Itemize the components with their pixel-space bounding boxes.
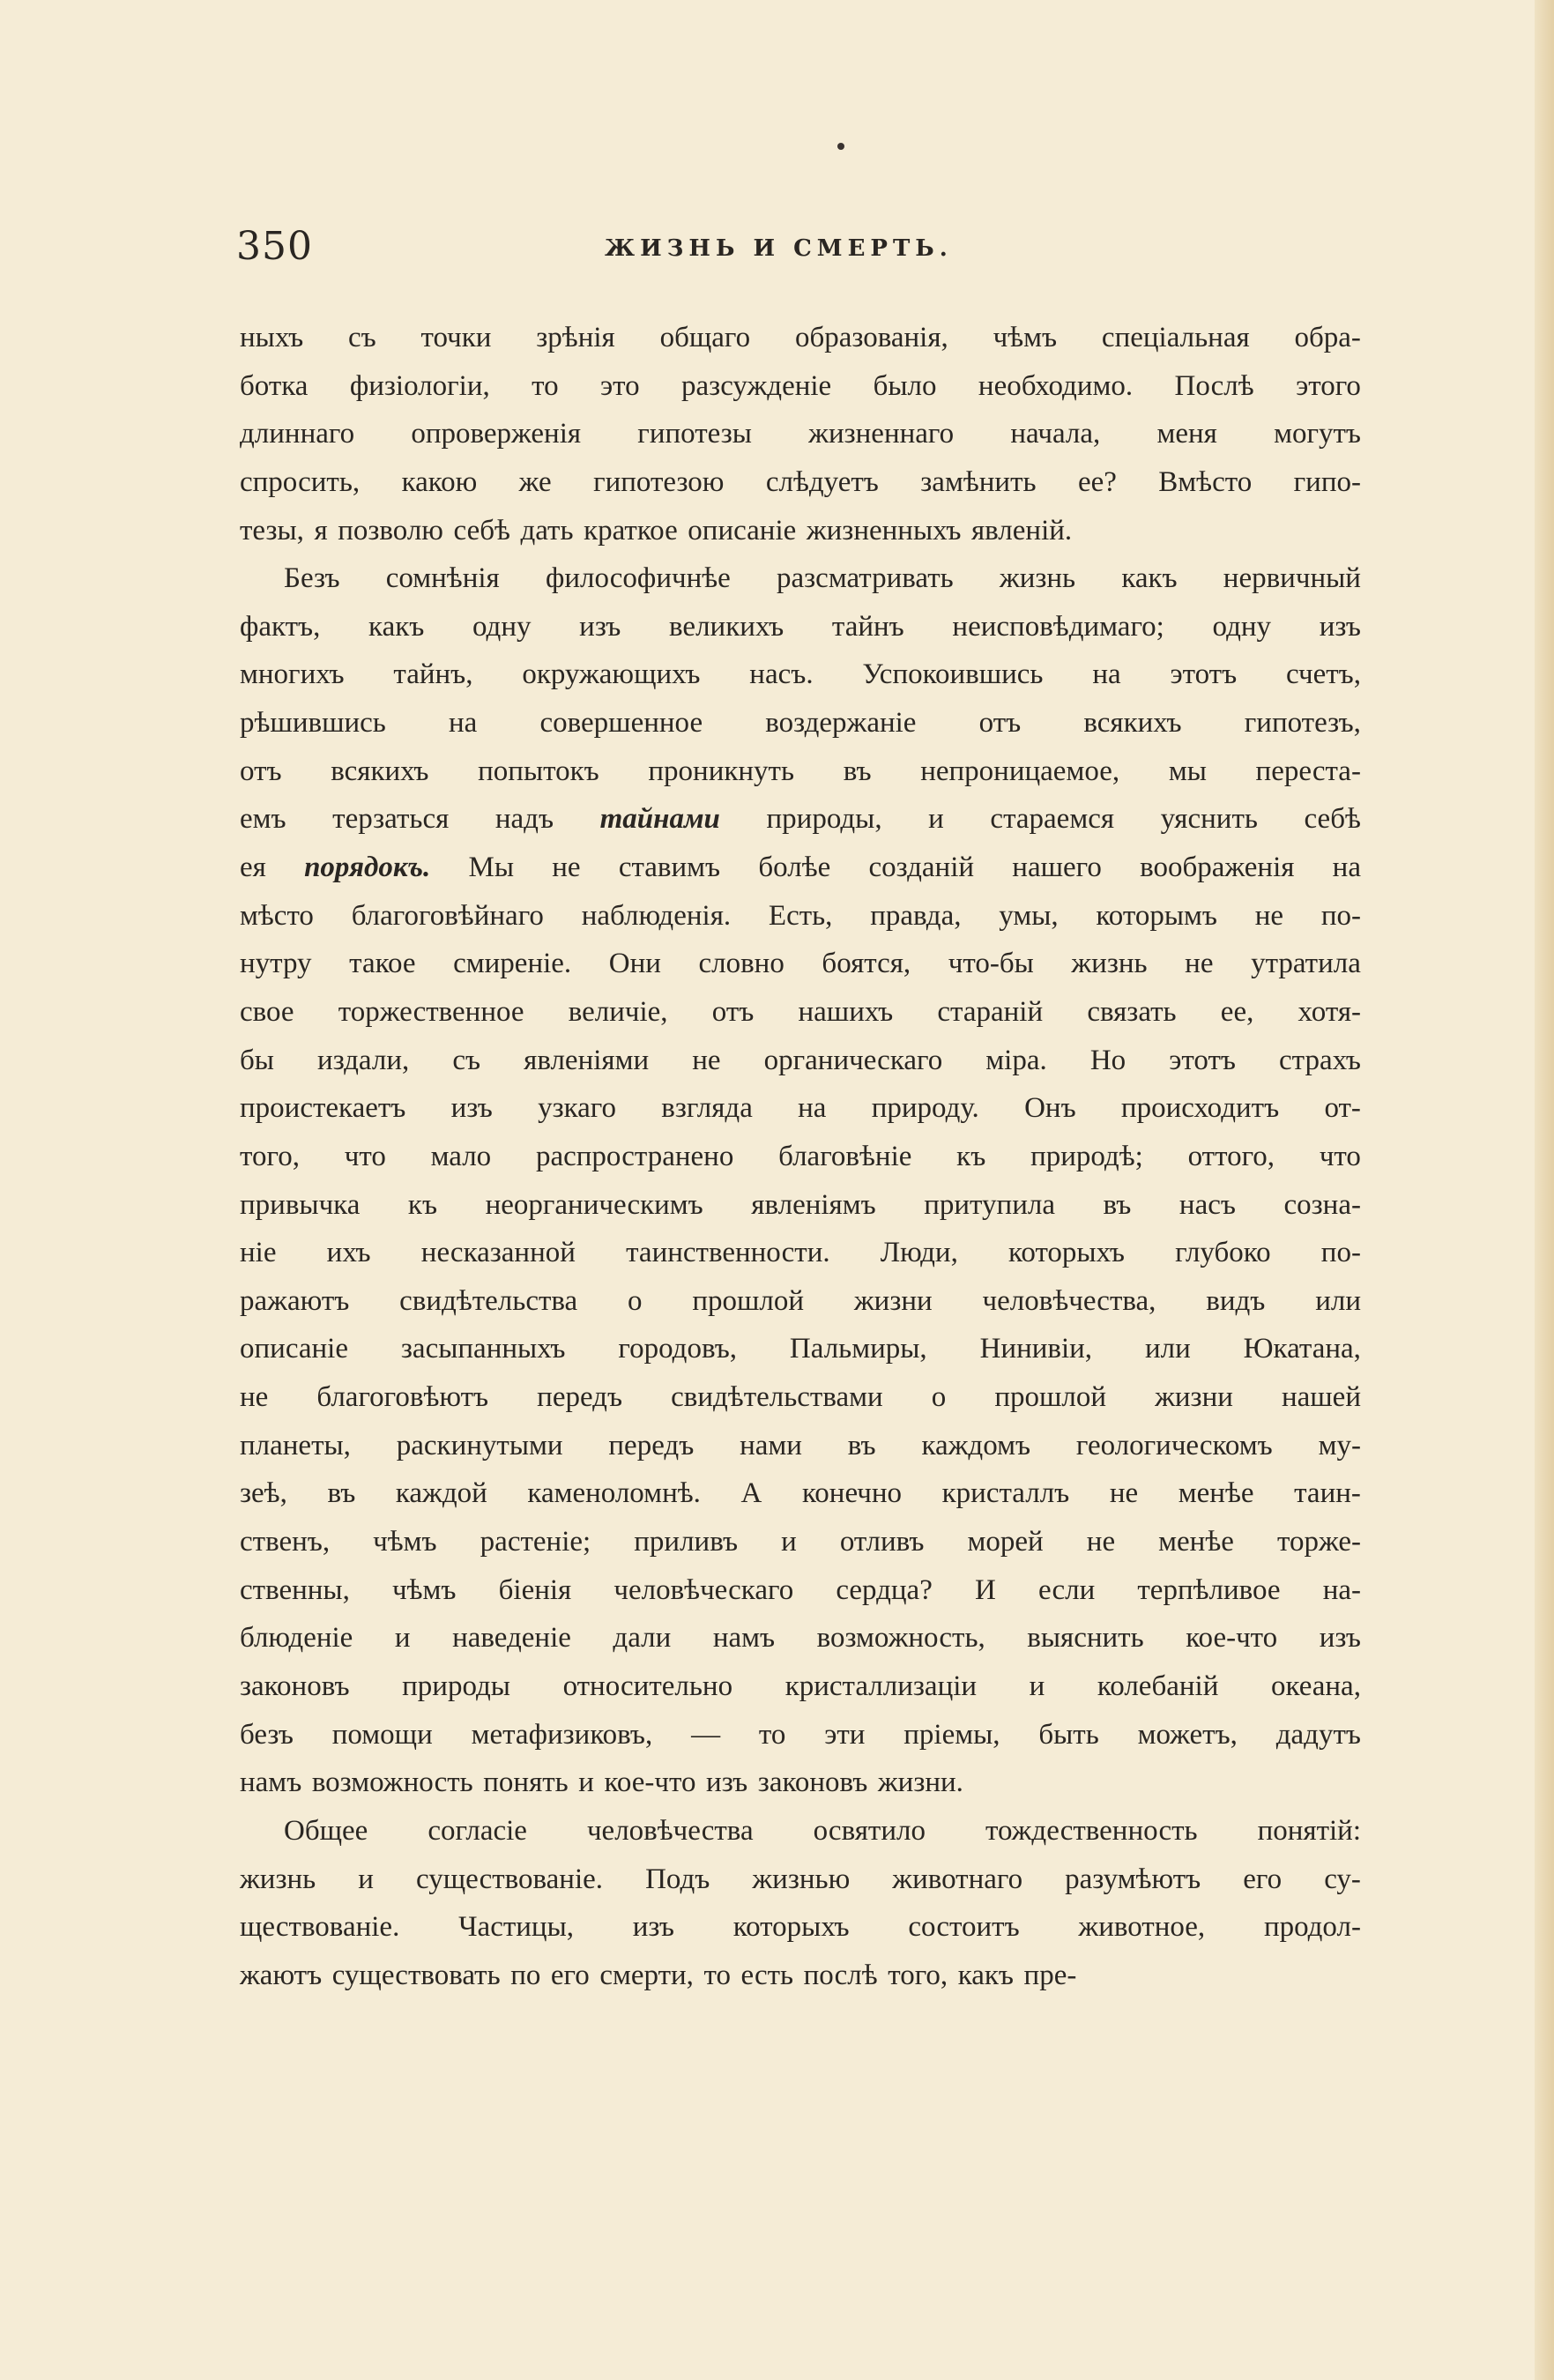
text-line: рѣшившись на совершенное воздержаніе отъ всякихъ гипотезъ,	[240, 707, 1361, 740]
text-line: привычка къ неорганическимъ явленіямъ притупила въ насъ созна-	[240, 1188, 1361, 1221]
text-line: планеты, раскинутыми передъ нами въ каждомъ геологическомъ му-	[240, 1429, 1361, 1461]
text-line: мѣсто благоговѣйнаго наблюденія. Есть, правда, умы, которымъ не по-	[240, 899, 1361, 932]
text-line: ществованіе. Частицы, изъ которыхъ состоитъ животное, продол-	[240, 1911, 1361, 1944]
text-line: свое торжественное величіе, отъ нашихъ стараній связать ее, хотя-	[240, 995, 1361, 1028]
running-title: ЖИЗНЬ И СМЕРТЬ.	[605, 235, 953, 262]
ink-speck	[837, 143, 844, 150]
text-line: бы издали, съ явленіями не органическаго міра. Но этотъ страхъ	[240, 1044, 1361, 1076]
text-line: намъ возможность понять и кое-что изъ законовъ жизни.	[240, 1766, 963, 1799]
text-line: емъ терзаться надъ тайнами природы, и стараемся уяснить себѣ	[240, 803, 1361, 836]
text-line: ныхъ съ точки зрѣнія общаго образованія, чѣмъ спеціальная обра-	[240, 322, 1361, 353]
text-line: фактъ, какъ одну изъ великихъ тайнъ неисповѣдимаго; одну изъ	[240, 610, 1361, 643]
text-line: того, что мало распространено благовѣніе къ природѣ; оттого, что	[240, 1140, 1361, 1172]
text-line: проистекаетъ изъ узкаго взгляда на природу. Онъ происходитъ от-	[240, 1092, 1361, 1125]
text-line: жизнь и существованіе. Подъ жизнью животнаго разумѣютъ его су-	[240, 1863, 1361, 1895]
text-line: ея порядокъ. Мы не ставимъ болѣе созданій нашего воображенія на	[240, 852, 1361, 884]
text-line: Общее согласіе человѣчества освятило тождественность понятій:	[284, 1814, 1361, 1847]
text-line: отъ всякихъ попытокъ проникнуть въ непроницаемое, мы переста-	[240, 755, 1361, 787]
paragraph	[240, 314, 1361, 554]
text-line: не благоговѣютъ передъ свидѣтельствами о прошлой жизни нашей	[240, 1381, 1361, 1414]
text-line: ражаютъ свидѣтельства о прошлой жизни человѣчества, видъ или	[240, 1284, 1361, 1317]
paragraph	[240, 554, 1361, 1807]
text-line: длиннаго опроверженія гипотезы жизненнаго начала, меня могутъ	[240, 418, 1361, 450]
text-line: зеѣ, въ каждой каменоломнѣ. А конечно кристаллъ не менѣе таин-	[240, 1477, 1361, 1510]
running-header	[236, 220, 1357, 273]
text-line: ственъ, чѣмъ растеніе; приливъ и отливъ морей не менѣе торже-	[240, 1526, 1361, 1558]
body-text	[240, 314, 1361, 1999]
text-line: тезы, я позволю себѣ дать краткое описаніе жизненныхъ явленій.	[240, 514, 1073, 547]
text-line: блюденіе и наведеніе дали намъ возможность, выяснить кое-что изъ	[240, 1622, 1361, 1655]
page-number: 350	[236, 224, 313, 269]
text-line: безъ помощи метафизиковъ, — то эти пріемы, быть можетъ, дадутъ	[240, 1718, 1361, 1751]
text-line: законовъ природы относительно кристаллизаціи и колебаній океана,	[240, 1670, 1361, 1702]
page-edge	[1535, 0, 1554, 2380]
text-line: ботка физіологіи, то это разсужденіе было необходимо. Послѣ этого	[240, 369, 1361, 402]
paragraph	[240, 1807, 1361, 2000]
text-line: ніе ихъ несказанной таинственности. Люди, которыхъ глубоко по-	[240, 1237, 1361, 1269]
text-line: спросить, какою же гипотезою слѣдуетъ замѣнить ее? Вмѣсто гипо-	[240, 465, 1361, 498]
text-line: многихъ тайнъ, окружающихъ насъ. Успокоившись на этотъ счетъ,	[240, 658, 1361, 691]
text-line: ственны, чѣмъ біенія человѣческаго сердца? И если терпѣливое на-	[240, 1573, 1361, 1606]
text-line: нутру такое смиреніе. Они словно боятся, что-бы жизнь не утратила	[240, 948, 1361, 980]
text-line: описаніе засыпанныхъ городовъ, Пальмиры, Нинивіи, или Юкатана,	[240, 1333, 1361, 1365]
text-line: жаютъ существовать по его смерти, то есть послѣ того, какъ пре-	[240, 1959, 1077, 1991]
text-line: Безъ сомнѣнія философичнѣе разсматривать жизнь какъ нервичный	[284, 562, 1361, 595]
